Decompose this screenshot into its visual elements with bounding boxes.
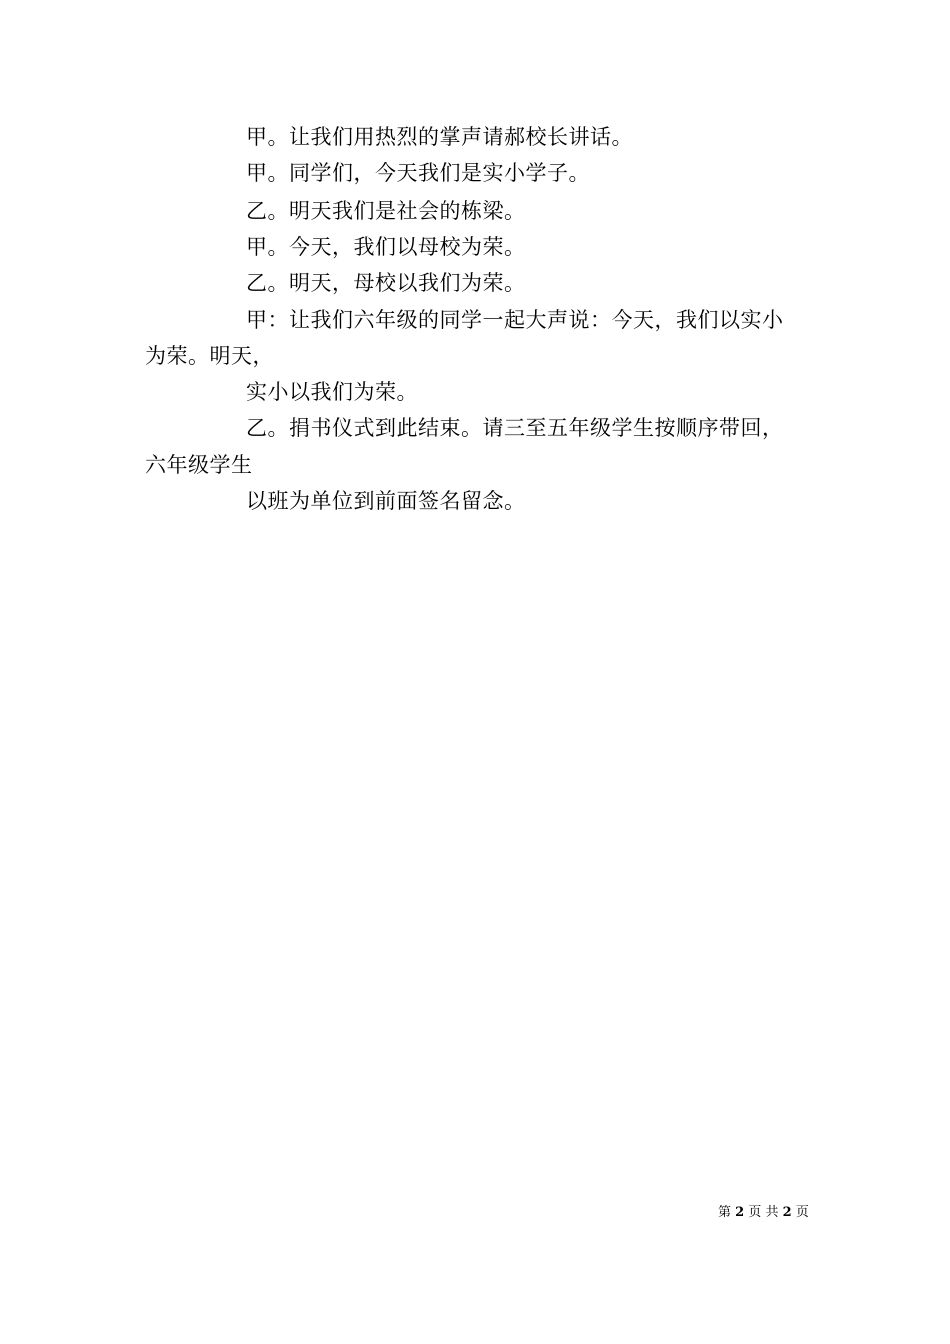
paragraph-line: 乙。捐书仪式到此结束。请三至五年级学生按顺序带回， — [246, 416, 784, 440]
paragraph-line: 甲：让我们六年级的同学一起大声说：今天，我们以实小 — [246, 308, 784, 332]
paragraph-line: 甲。同学们，今天我们是实小学子。 — [246, 161, 590, 185]
paragraph-line: 乙。明天，母校以我们为荣。 — [246, 271, 526, 295]
paragraph-line: 为荣。明天， — [145, 344, 274, 368]
paragraph-line: 乙。明天我们是社会的栋梁。 — [246, 199, 526, 223]
footer-suffix: 页 — [795, 1205, 809, 1220]
footer-prefix: 第 — [718, 1205, 732, 1220]
paragraph-line: 以班为单位到前面签名留念。 — [246, 489, 526, 513]
current-page-number: 2 — [735, 1205, 745, 1220]
paragraph-line: 实小以我们为荣。 — [246, 380, 418, 404]
paragraph-line: 甲。让我们用热烈的掌声请郝校长讲话。 — [246, 125, 633, 149]
page-number-footer — [718, 1204, 809, 1222]
paragraph-line: 甲。今天，我们以母校为荣。 — [246, 235, 526, 259]
footer-middle: 页 共 — [748, 1205, 779, 1220]
paragraph-line: 六年级学生 — [145, 453, 253, 477]
total-page-number: 2 — [782, 1205, 792, 1220]
